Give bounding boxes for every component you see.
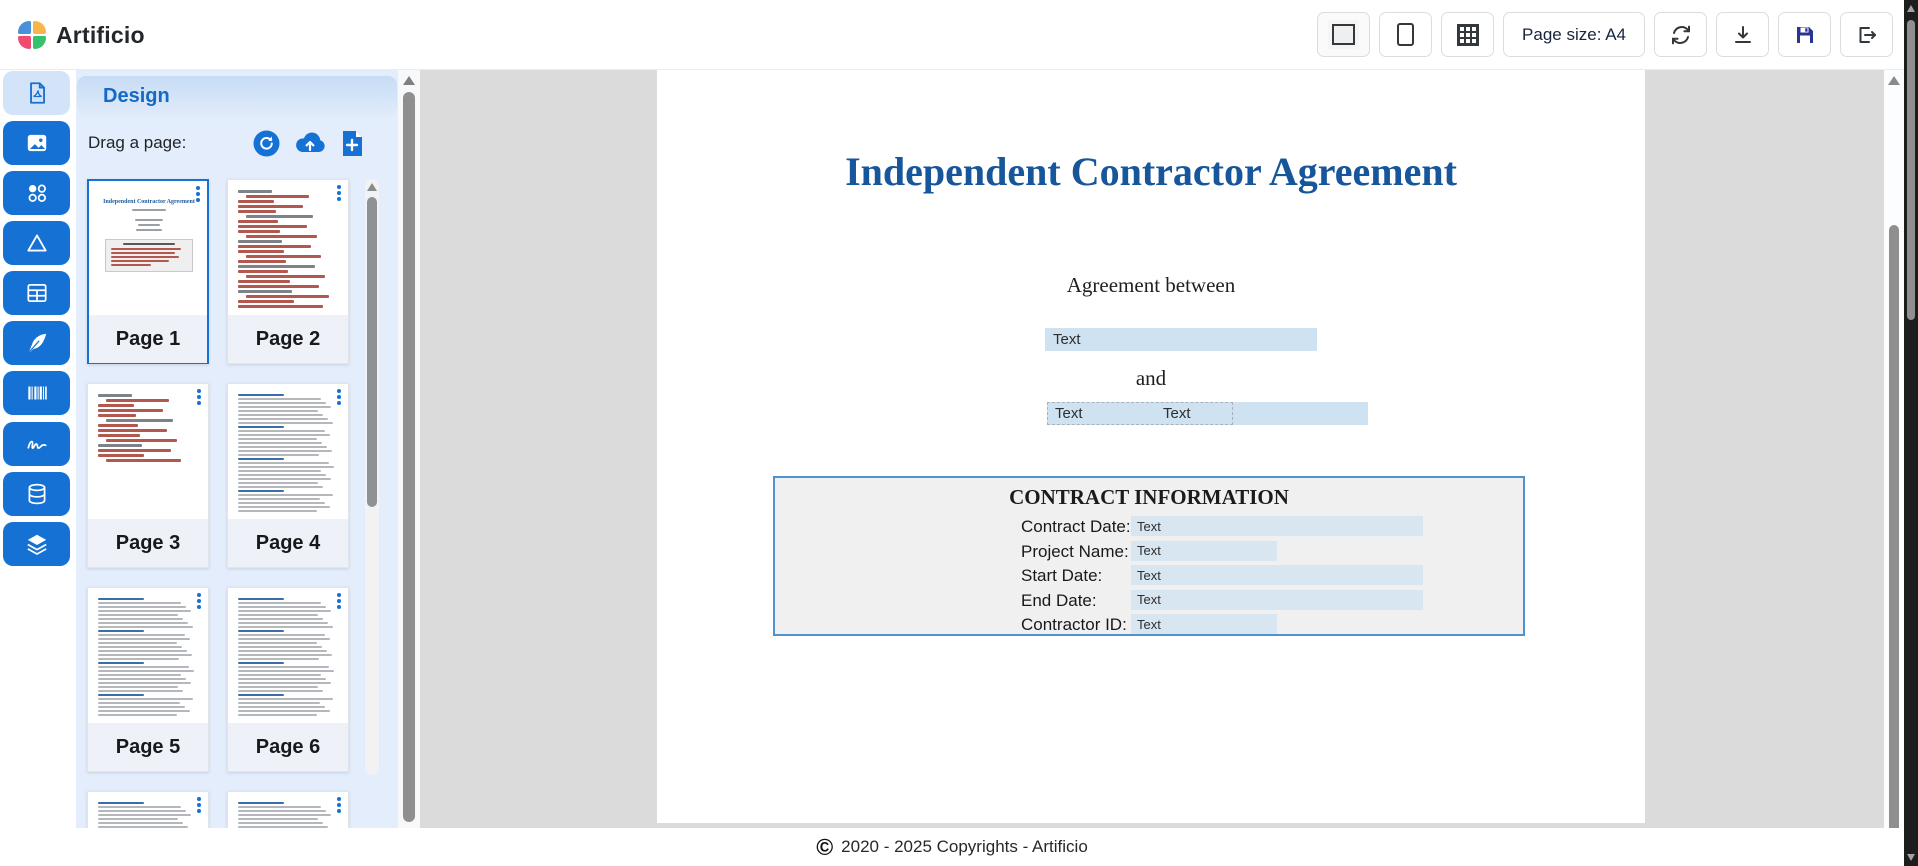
- contract-row-field[interactable]: [1131, 541, 1277, 561]
- add-page-icon: [340, 129, 364, 158]
- thumbnail-menu-icon[interactable]: [197, 389, 201, 405]
- app-title: Artificio: [56, 21, 145, 48]
- page-thumbnail-label: Page 3: [88, 519, 208, 567]
- scroll-up-icon[interactable]: [367, 183, 377, 191]
- upload-page-button[interactable]: [293, 130, 327, 157]
- parties-text-field[interactable]: [1047, 402, 1368, 425]
- page-thumbnail-preview: Independent Contractor Agreement: [89, 181, 207, 315]
- page-thumbnail-5[interactable]: [87, 587, 209, 772]
- window-scrollbar[interactable]: [1904, 0, 1918, 866]
- pdf-icon: [24, 80, 50, 106]
- tool-image-button[interactable]: [3, 121, 70, 165]
- party-field-a-value: Text: [1055, 405, 1083, 422]
- tool-database-button[interactable]: [3, 472, 70, 516]
- page-thumbnail-preview: [228, 384, 348, 519]
- contract-row-label: Contractor ID:: [1021, 615, 1127, 635]
- canvas-scrollbar[interactable]: [1884, 70, 1904, 828]
- scrollbar-thumb[interactable]: [1907, 20, 1915, 320]
- header-bar: [0, 0, 1918, 70]
- contract-row-field[interactable]: [1131, 590, 1423, 610]
- page-thumbnail-preview: [228, 180, 348, 315]
- grid-view-icon: [1457, 24, 1479, 46]
- feather-icon: [24, 330, 50, 356]
- copyright-text: 2020 - 2025 Copyrights - Artificio: [841, 837, 1088, 856]
- copyright-icon: ©: [816, 833, 834, 860]
- download-icon: [1731, 23, 1755, 47]
- agreement-between-text: Agreement between: [1066, 273, 1236, 297]
- thumbnail-menu-icon[interactable]: [337, 185, 341, 201]
- page-thumbnail-7[interactable]: [87, 791, 209, 828]
- landscape-page-button[interactable]: [1317, 12, 1370, 57]
- document-canvas: [420, 70, 1884, 828]
- contract-row: [775, 614, 1523, 634]
- landscape-page-icon: [1332, 24, 1355, 45]
- page-thumbnail-label: Page 4: [228, 519, 348, 567]
- between-text-field[interactable]: [1045, 328, 1317, 351]
- scroll-up-icon[interactable]: [1888, 76, 1900, 85]
- scrollbar-thumb[interactable]: [1889, 225, 1899, 828]
- contract-row-field[interactable]: [1131, 614, 1277, 634]
- scroll-down-icon[interactable]: [1907, 854, 1915, 861]
- contract-row-value: Text: [1137, 567, 1161, 583]
- cloud-upload-icon: [293, 130, 327, 157]
- contract-information-box[interactable]: [773, 476, 1525, 636]
- page-thumbnail-preview: [88, 792, 208, 828]
- page-thumbnail-label: Page 2: [228, 315, 348, 363]
- page-thumbnail-preview: [88, 384, 208, 519]
- refresh-pages-button[interactable]: [253, 130, 280, 157]
- portrait-page-button[interactable]: [1379, 12, 1432, 57]
- contract-row-field[interactable]: [1131, 516, 1423, 536]
- contract-row-value: Text: [1137, 616, 1161, 632]
- drag-page-row: [88, 126, 386, 160]
- signature-icon: [24, 431, 50, 457]
- thumbnails-scrollbar[interactable]: [365, 179, 379, 775]
- thumbnail-menu-icon[interactable]: [337, 389, 341, 405]
- page-size-label: Page size: A4: [1522, 24, 1626, 44]
- refresh-icon: [1669, 23, 1693, 47]
- grid-view-button[interactable]: [1441, 12, 1494, 57]
- contract-row-label: Contract Date:: [1021, 517, 1131, 536]
- page-thumbnail-preview: [228, 792, 348, 828]
- tool-layers-button[interactable]: [3, 522, 70, 566]
- download-button[interactable]: [1716, 12, 1769, 57]
- scroll-up-icon[interactable]: [1907, 5, 1915, 12]
- tool-table-button[interactable]: [3, 271, 70, 315]
- page-thumbnail-preview: [228, 588, 348, 723]
- database-icon: [24, 481, 50, 507]
- portrait-page-icon: [1397, 23, 1414, 46]
- page-size-button[interactable]: [1503, 12, 1645, 57]
- tool-shapes-button[interactable]: [3, 171, 70, 215]
- between-field-value: Text: [1053, 331, 1081, 348]
- page-thumbnail-2[interactable]: [227, 179, 349, 364]
- add-page-button[interactable]: [340, 129, 364, 158]
- scrollbar-thumb[interactable]: [367, 197, 377, 507]
- page-thumbnail-8[interactable]: [227, 791, 349, 828]
- page-thumbnail-1[interactable]: [87, 179, 209, 364]
- document-page[interactable]: [657, 70, 1645, 823]
- page-thumbnail-label: Page 1: [89, 315, 207, 363]
- exit-icon: [1855, 23, 1879, 47]
- save-button[interactable]: [1778, 12, 1831, 57]
- contract-information-rows: [775, 516, 1523, 639]
- exit-button[interactable]: [1840, 12, 1893, 57]
- page-thumbnail-label: Page 6: [228, 723, 348, 771]
- thumbnail-menu-icon[interactable]: [337, 797, 341, 813]
- save-icon: [1793, 23, 1817, 47]
- party-field-b-value: Text: [1163, 405, 1191, 422]
- artificio-logo-icon: [18, 21, 46, 49]
- tool-pdf-button[interactable]: [3, 71, 70, 115]
- tool-triangle-button[interactable]: [3, 221, 70, 265]
- contract-row: [775, 590, 1523, 610]
- refresh-button[interactable]: [1654, 12, 1707, 57]
- thumbnail-menu-icon[interactable]: [337, 593, 341, 609]
- thumbnail-menu-icon[interactable]: [197, 797, 201, 813]
- panel-scrollbar[interactable]: [398, 70, 420, 828]
- barcode-icon: [24, 380, 50, 406]
- contract-row-value: Text: [1137, 518, 1161, 534]
- shapes-icon: [24, 180, 50, 206]
- contract-row: [775, 516, 1523, 536]
- tool-feather-button[interactable]: [3, 321, 70, 365]
- tool-barcode-button[interactable]: [3, 371, 70, 415]
- contract-row-label: Start Date:: [1021, 566, 1103, 586]
- page-thumbnail-4[interactable]: [227, 383, 349, 568]
- layers-icon: [24, 531, 50, 557]
- contract-row-value: Text: [1137, 592, 1161, 608]
- contract-row-label: Project Name:: [1021, 541, 1129, 561]
- refresh-circle-icon: [253, 130, 280, 157]
- document-title: Independent Contractor Agreement: [845, 149, 1457, 194]
- triangle-icon: [24, 230, 50, 256]
- tool-signature-button[interactable]: [3, 422, 70, 466]
- image-icon: [24, 130, 50, 156]
- page-thumbnail-preview: [88, 588, 208, 723]
- contract-row-value: Text: [1137, 543, 1161, 559]
- contract-row: [775, 541, 1523, 561]
- contract-information-title: CONTRACT INFORMATION: [1009, 485, 1289, 509]
- contract-row: [775, 565, 1523, 585]
- thumbnail-menu-icon[interactable]: [197, 593, 201, 609]
- app-logo[interactable]: [18, 21, 145, 49]
- design-panel: [76, 70, 398, 828]
- contract-row-field[interactable]: [1131, 565, 1423, 585]
- page-thumbnail-3[interactable]: [87, 383, 209, 568]
- scroll-up-icon[interactable]: [403, 76, 415, 85]
- page-thumbnail-label: Page 5: [88, 723, 208, 771]
- thumbnail-menu-icon[interactable]: [196, 186, 200, 202]
- page-thumbnail-6[interactable]: [227, 587, 349, 772]
- tool-rail: [0, 70, 76, 828]
- footer-bar: [0, 828, 1904, 866]
- drag-page-label: Drag a page:: [88, 133, 187, 152]
- and-text: and: [1135, 366, 1167, 390]
- scrollbar-thumb[interactable]: [403, 92, 415, 822]
- contract-row-label: End Date:: [1021, 590, 1097, 610]
- design-panel-header: [77, 76, 397, 116]
- design-panel-title: Design: [103, 84, 170, 107]
- table-icon: [24, 280, 50, 306]
- toolbar: [1317, 12, 1893, 57]
